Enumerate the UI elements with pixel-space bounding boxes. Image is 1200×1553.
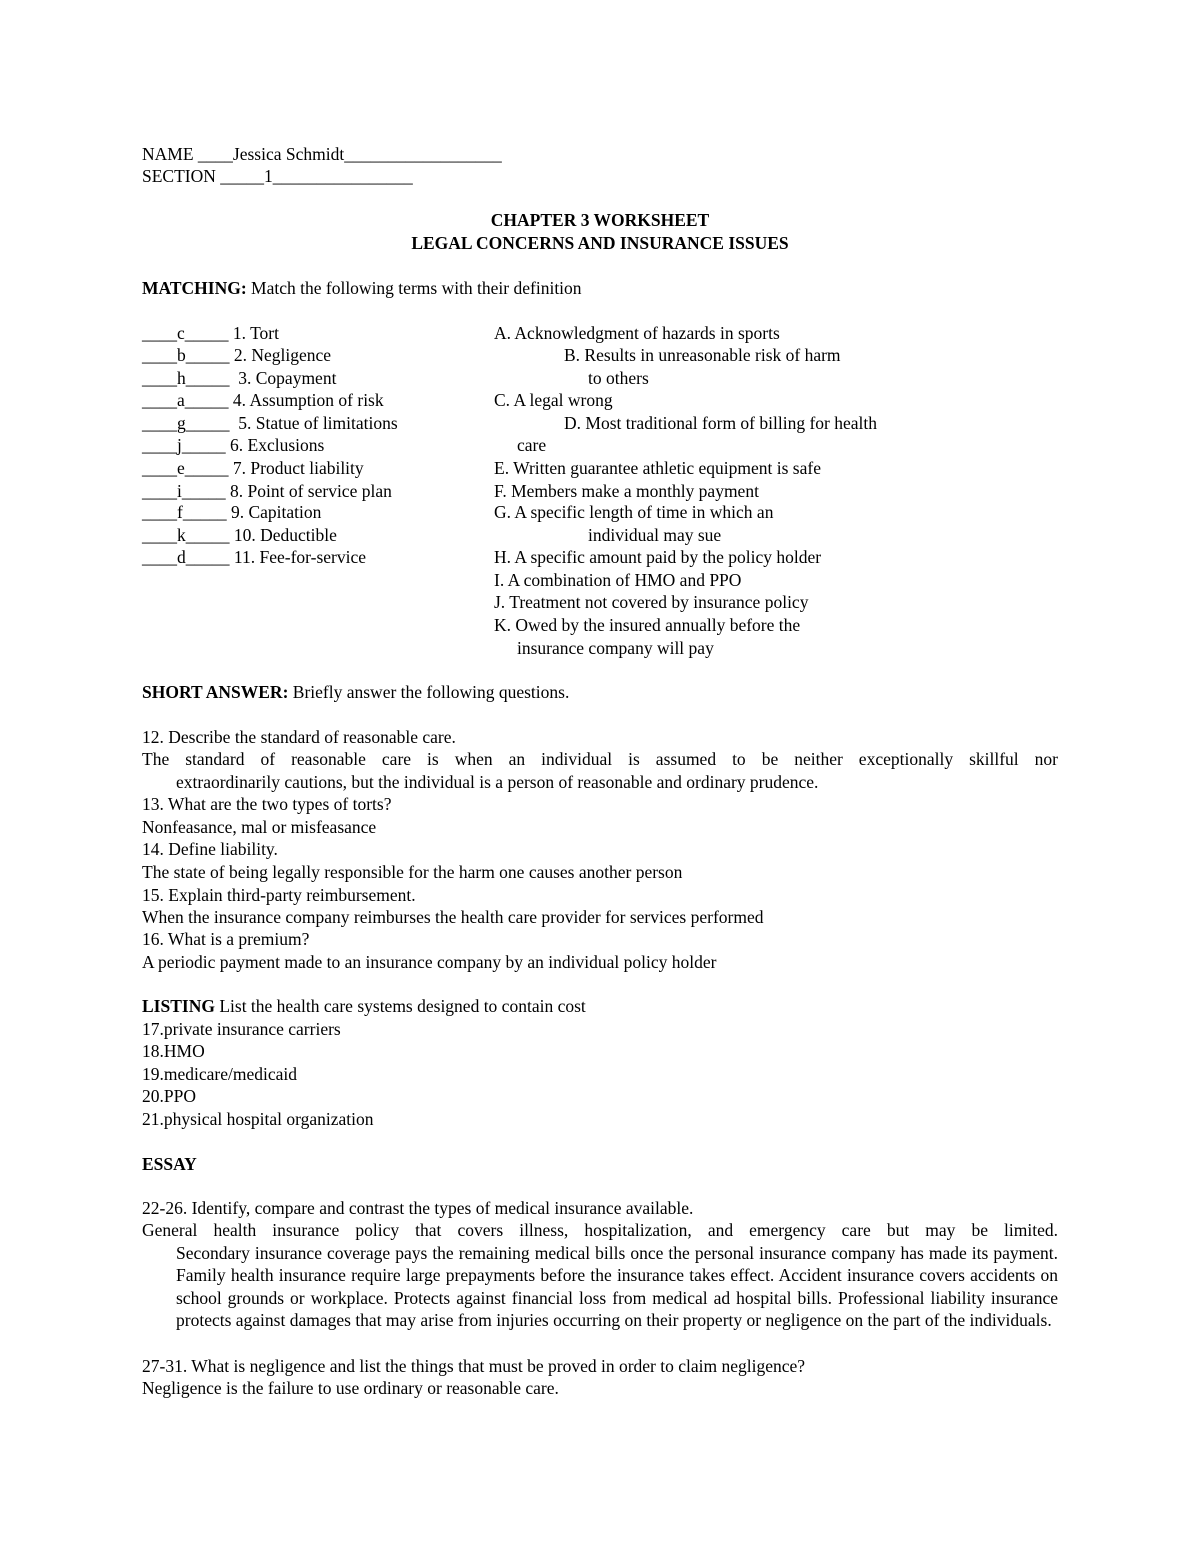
matching-definition: I. A combination of HMO and PPO (494, 570, 742, 590)
listing-item: 18.HMO (142, 1041, 205, 1061)
term-label: 3. Copayment (229, 368, 337, 388)
term-answer: ____c_____ (142, 323, 229, 343)
answer-12-line2: extraordinarily cautions, but the individual is a person of reasonable and ordinary prudence. (176, 771, 819, 792)
name-value: ____Jessica Schmidt__________________ (197, 144, 502, 164)
term-answer: ____h_____ (142, 368, 230, 388)
essay-heading: ESSAY (142, 1154, 197, 1174)
matching-term (142, 344, 331, 366)
term-answer: ____j_____ (142, 435, 226, 455)
term-answer: ____e_____ (142, 458, 229, 478)
matching-term (142, 546, 366, 568)
matching-definition: C. A legal wrong (494, 390, 613, 410)
worksheet-title: CHAPTER 3 WORKSHEET (490, 210, 710, 230)
question-27-31: 27-31. What is negligence and list the things that must be proved in order to claim negligence? (142, 1356, 806, 1376)
matching-definition: F. Members make a monthly payment (494, 481, 759, 501)
question-15: 15. Explain third-party reimbursement. (142, 885, 416, 905)
matching-term (142, 389, 384, 411)
matching-definition: H. A specific amount paid by the policy holder (494, 547, 822, 567)
matching-definition: K. Owed by the insured annually before the (494, 615, 801, 635)
listing-instructions: List the health care systems designed to contain cost (214, 996, 586, 1016)
question-12: 12. Describe the standard of reasonable care. (142, 727, 456, 747)
question-16: 16. What is a premium? (142, 929, 310, 949)
matching-definition: B. Results in unreasonable risk of harm (564, 345, 841, 365)
name-label: NAME (142, 144, 198, 164)
matching-heading-line (142, 277, 582, 299)
answer-22-26-body: Secondary insurance coverage pays the remaining medical bills once the personal insurance company has made its payment. Family health insurance require large prepayments before the insurance takes effect. Accident insurance covers accidents on school grounds or workplace. Protects against financial loss from medical ad hospital bills. Professional liability insurance protects against damages that may arise from injuries occurring on their property or negligence on the part of the individuals. (176, 1242, 1058, 1330)
matching-definition: G. A specific length of time in which an (494, 502, 774, 522)
term-answer: ____f_____ (142, 502, 227, 522)
answer-22-26 (142, 1219, 1058, 1332)
term-answer: ____a_____ (142, 390, 229, 410)
matching-term (142, 322, 279, 344)
listing-item: 20.PPO (142, 1086, 196, 1106)
answer-14: The state of being legally responsible for the harm one causes another person (142, 862, 683, 882)
listing-item: 21.physical hospital organization (142, 1109, 374, 1129)
term-answer: ____i_____ (142, 481, 226, 501)
section-value: _____1________________ (220, 166, 413, 186)
matching-term (142, 434, 324, 456)
matching-definition: E. Written guarantee athletic equipment is safe (494, 458, 821, 478)
term-label: 10. Deductible (229, 525, 337, 545)
answer-12 (142, 748, 1058, 793)
matching-definition-cont: care (517, 435, 547, 455)
term-label: 8. Point of service plan (225, 481, 392, 501)
section-line (142, 165, 413, 187)
matching-instructions: Match the following terms with their definition (246, 278, 582, 298)
listing-item: 17.private insurance carriers (142, 1019, 341, 1039)
matching-term (142, 524, 337, 546)
term-label: 5. Statue of limitations (229, 413, 398, 433)
name-line (142, 143, 502, 165)
short-answer-instructions: Briefly answer the following questions. (288, 682, 570, 702)
matching-term (142, 367, 336, 389)
section-label: SECTION (142, 166, 221, 186)
term-label: 6. Exclusions (225, 435, 325, 455)
worksheet-subtitle: LEGAL CONCERNS AND INSURANCE ISSUES (411, 233, 789, 253)
short-answer-heading-line (142, 681, 569, 703)
matching-definition: A. Acknowledgment of hazards in sports (494, 323, 780, 343)
listing-heading: LISTING (142, 996, 215, 1016)
listing-heading-line (142, 995, 586, 1017)
term-label: 4. Assumption of risk (228, 390, 384, 410)
question-13: 13. What are the two types of torts? (142, 794, 392, 814)
question-14: 14. Define liability. (142, 839, 278, 859)
short-answer-heading: SHORT ANSWER: (142, 682, 289, 702)
matching-definition-cont: insurance company will pay (517, 638, 714, 658)
term-label: 7. Product liability (228, 458, 364, 478)
answer-12-line1: The standard of reasonable care is when an individual is assumed to be neither exceptionally skillful nor (142, 749, 1058, 769)
question-22-26: 22-26. Identify, compare and contrast the types of medical insurance available. (142, 1198, 694, 1218)
answer-13: Nonfeasance, mal or misfeasance (142, 817, 377, 837)
answer-22-26-first-line: General health insurance policy that covers illness, hospitalization, and emergency care but may be limited. (142, 1220, 1058, 1240)
matching-definition: J. Treatment not covered by insurance policy (494, 592, 809, 612)
matching-term (142, 501, 321, 523)
term-answer: ____g_____ (142, 413, 230, 433)
answer-27-31: Negligence is the failure to use ordinary or reasonable care. (142, 1378, 559, 1398)
matching-definition-cont: to others (588, 368, 649, 388)
matching-term (142, 412, 398, 434)
matching-term (142, 480, 392, 502)
listing-item: 19.medicare/medicaid (142, 1064, 297, 1084)
matching-definition-cont: individual may sue (588, 525, 722, 545)
matching-definition: D. Most traditional form of billing for health (564, 413, 878, 433)
term-answer: ____d_____ (142, 547, 230, 567)
answer-15: When the insurance company reimburses the health care provider for services performed (142, 907, 764, 927)
term-label: 1. Tort (228, 323, 279, 343)
term-label: 11. Fee-for-service (229, 547, 367, 567)
matching-heading: MATCHING: (142, 278, 247, 298)
term-label: 9. Capitation (226, 502, 322, 522)
matching-term (142, 457, 364, 479)
term-answer: ____b_____ (142, 345, 230, 365)
answer-16: A periodic payment made to an insurance company by an individual policy holder (142, 952, 717, 972)
term-label: 2. Negligence (229, 345, 332, 365)
term-answer: ____k_____ (142, 525, 230, 545)
